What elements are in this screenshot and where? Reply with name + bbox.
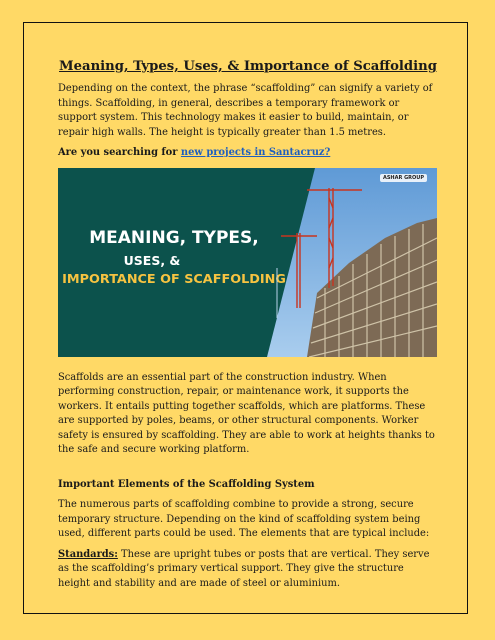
standards-term: Standards:	[58, 548, 118, 560]
standards-text: These are upright tubes or posts that are vertical. They serve as the scaffolding’s primary vertical support. They give the structure height and stability and are made of steel or aluminium.	[58, 548, 430, 589]
hero-line-3: IMPORTANCE OF SCAFFOLDING	[62, 271, 286, 287]
search-prompt	[58, 146, 438, 161]
intro-paragraph: Depending on the context, the phrase “scaffolding” can signify a variety of things. Scaffolding, in general, describes a temporary framework or support system. This technology makes it easier to build, maintain, or repair high walls. The height is typically greater than 1.5 metres.	[58, 83, 433, 138]
body-paragraph-2: Scaffolds are an essential part of the construction industry. When performing construction, repair, or maintenance work, it supports the workers. It entails putting together scaffolds, which are platforms. These are supported by poles, beams, or other structural components. Worker safety is ensured by scaffolding. They are able to work at heights thanks to the safe and secure working platform.	[58, 371, 435, 455]
search-prompt-text: Are you searching for	[58, 147, 181, 158]
hero-headline	[58, 228, 290, 288]
projects-link[interactable]: new projects in Santacruz?	[180, 147, 331, 158]
body-paragraph-3: The numerous parts of scaffolding combine to provide a strong, secure temporary structure. Depending on the kind of scaffolding system being used, different parts could be used. The elements that are typical include:	[58, 499, 430, 539]
hero-image	[58, 168, 437, 357]
article-title: Meaning, Types, Uses, & Importance of Scaffolding	[59, 59, 437, 74]
brand-logo: ASHAR GROUP	[380, 174, 427, 182]
hero-line-1: MEANING, TYPES,	[89, 227, 259, 248]
scaffolding-photo	[267, 168, 437, 357]
standards-paragraph	[58, 548, 438, 592]
article	[58, 58, 438, 591]
section-subheading: Important Elements of the Scaffolding System	[58, 478, 315, 490]
hero-line-2: USES, &	[123, 252, 181, 268]
